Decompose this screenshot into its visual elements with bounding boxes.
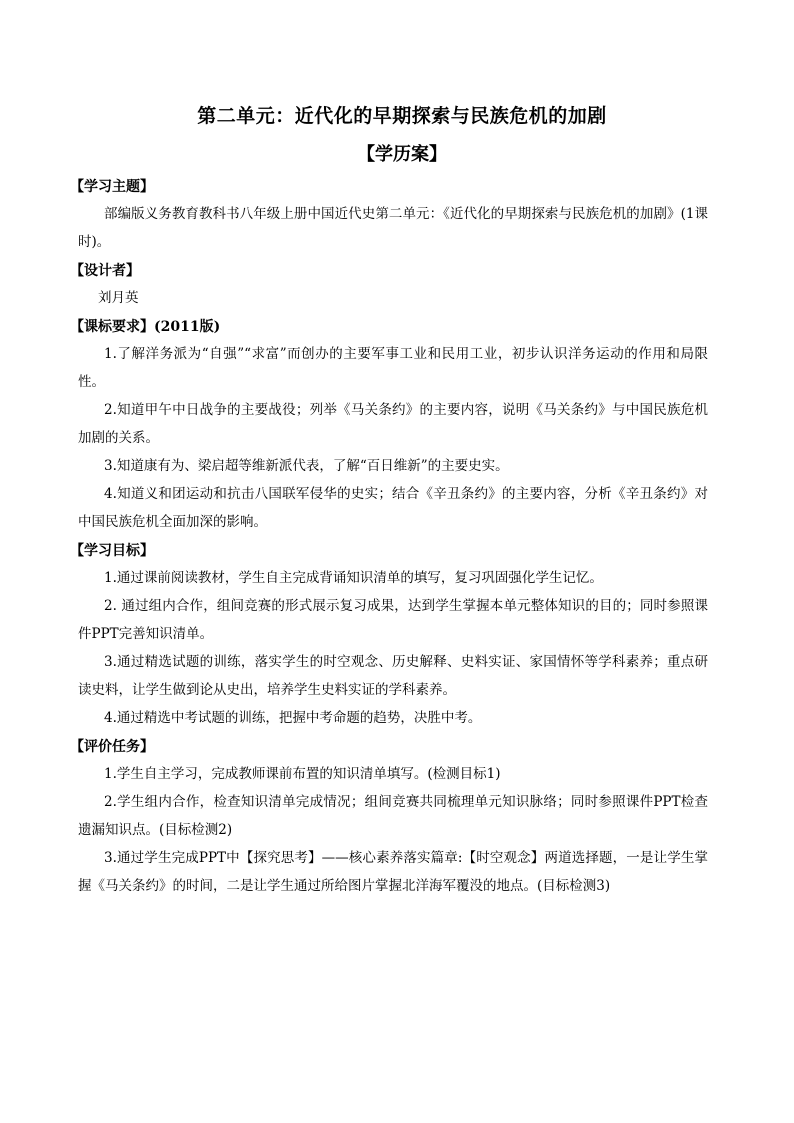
section-study-topic — [70, 176, 708, 256]
document-title: 第二单元：近代化的早期探索与民族危机的加剧 — [197, 105, 607, 127]
paragraph: 1.了解洋务派为“自强”“求富”而创办的主要军事工业和民用工业，初步认识洋务运动的作用和局限性。 — [78, 346, 708, 390]
paragraph: 4.通过精选中考试题的训练，把握中考命题的趋势，决胜中考。 — [104, 710, 482, 726]
paragraph: 3.通过精选试题的训练，落实学生的时空观念、历史解释、史料实证、家国情怀等学科素养；重点研读史料，让学生做到论从史出，培养学生史料实证的学科素养。 — [78, 654, 708, 698]
document-subtitle: 【学历案】 — [357, 144, 447, 165]
section-heading: 【学习目标】 — [70, 543, 154, 559]
paragraph: 3.通过学生完成PPT中【探究思考】——核心素养落实篇章:【时空观念】两道选择题，一是让学生掌握《马关条约》的时间，二是让学生通过所给图片掌握北洋海军覆没的地点。(目标检测3) — [78, 850, 708, 894]
paragraph: 2. 通过组内合作，组间竞赛的形式展示复习成果，达到学生掌握本单元整体知识的目的；同时参照课件PPT完善知识清单。 — [78, 598, 708, 642]
paragraph: 1.学生自主学习，完成教师课前布置的知识清单填写。(检测目标1) — [104, 766, 501, 782]
paragraph: 2.知道甲午中日战争的主要战役；列举《马关条约》的主要内容，说明《马关条约》与中国民族危机加剧的关系。 — [78, 402, 708, 446]
section-learning-objectives — [70, 540, 708, 732]
paragraph: 3.知道康有为、梁启超等维新派代表，了解“百日维新”的主要史实。 — [104, 458, 509, 474]
section-heading: 【课标要求】(2011版) — [70, 319, 221, 335]
section-heading: 【评价任务】 — [70, 739, 154, 755]
section-designer — [70, 260, 708, 312]
section-evaluation-tasks — [70, 736, 708, 900]
section-heading: 【学习主题】 — [70, 179, 154, 195]
section-curriculum-requirements — [70, 316, 708, 536]
paragraph: 部编版义务教育教科书八年级上册中国近代史第二单元：《近代化的早期探索与民族危机的加剧》(1课时)。 — [78, 206, 708, 250]
section-heading: 【设计者】 — [70, 263, 140, 279]
author-name: 刘月英 — [98, 290, 139, 306]
paragraph: 2.学生组内合作，检查知识清单完成情况；组间竞赛共同梳理单元知识脉络；同时参照课件PPT检查遗漏知识点。(目标检测2) — [78, 794, 708, 838]
paragraph: 1.通过课前阅读教材，学生自主完成背诵知识清单的填写，复习巩固强化学生记忆。 — [104, 570, 603, 586]
paragraph: 4.知道义和团运动和抗击八国联军侵华的史实；结合《辛丑条约》的主要内容，分析《辛丑条约》对中国民族危机全面加深的影响。 — [78, 486, 708, 530]
